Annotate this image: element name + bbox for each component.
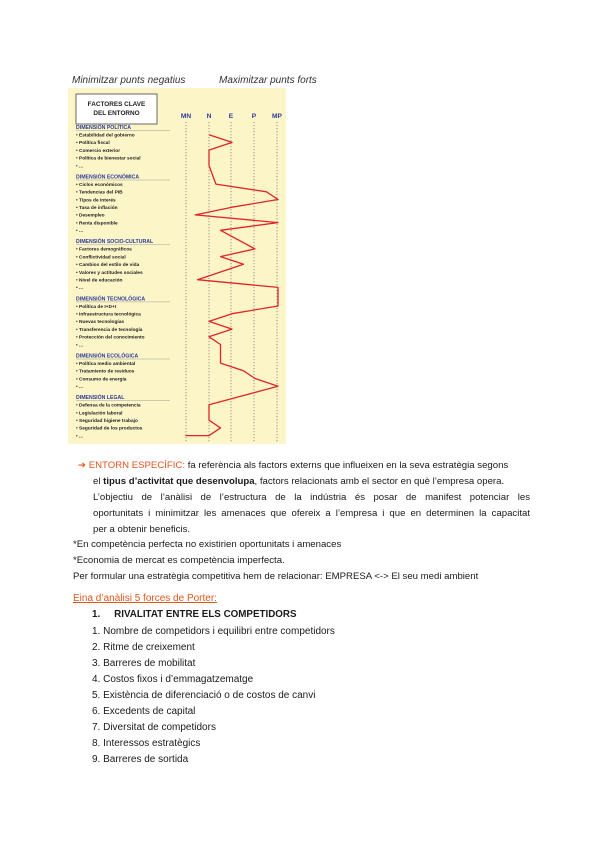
factor-item: • Estabilidad del gobierno xyxy=(76,133,135,139)
figure-title-line2: DEL ENTORNO xyxy=(93,110,140,117)
porter-heading xyxy=(92,607,297,623)
list-item: 5. Existència de diferenciació o de costos de canvi xyxy=(92,690,316,701)
factor-item: • Seguridad higiene trabajo xyxy=(76,419,138,424)
factor-item: • Política de I+D+I xyxy=(76,304,117,310)
entorn-line-2 xyxy=(93,474,530,490)
factor-item: • Cambios del estilo de vida xyxy=(76,263,140,269)
scale-label-mp: MP xyxy=(272,113,282,120)
factor-item: • Ciclos económicos xyxy=(76,182,123,188)
factor-item: • Tasa de inflación xyxy=(76,206,118,211)
factor-item: • ... xyxy=(76,229,84,235)
entorn-line-5: per a obtenir beneficis. xyxy=(93,524,191,535)
factor-item: • ... xyxy=(76,286,84,292)
list-item: 1. Nombre de competidors i equilibri entre competidors xyxy=(92,626,335,637)
factor-item: • Tipos de interés xyxy=(76,198,116,204)
figure-title-line1: FACTORES CLAVE xyxy=(87,101,146,108)
scale-label-p: P xyxy=(251,113,257,120)
scale-label-mn: MN xyxy=(180,113,192,120)
header-minimize: Minimitzar punts negatius xyxy=(72,75,186,86)
factor-item: • Infraestructura tecnológica xyxy=(76,312,141,318)
dimension-title: DIMENSIÓN TECNOLÓGICA xyxy=(76,296,146,303)
factor-item: • ... xyxy=(76,385,84,390)
factor-item: • Conflictividad social xyxy=(76,255,126,261)
porter-list xyxy=(92,624,335,768)
dimension-title: DIMENSIÓN LEGAL xyxy=(76,395,125,402)
factor-item: • Política medio ambiental xyxy=(76,361,136,367)
entorn-line-4: oportunitats i minimitzar les amenaces que ofereix a l’empresa i que en determinen la capacitat xyxy=(93,508,530,519)
note-market-economy: *Economia de mercat es competència imperfecta. xyxy=(73,555,285,566)
note-competitive-strategy: Per formular una estratègia competitiva hem de relacionar: EMPRESA <-> El seu medi ambient xyxy=(73,571,479,582)
list-item: 4. Costos fixos i d’emmagatzematge xyxy=(92,674,254,685)
factor-item: • Política fiscal xyxy=(76,141,110,147)
figure-title-box xyxy=(76,94,157,124)
factor-item: • Política de bienestar social xyxy=(76,156,141,162)
list-item: 6. Excedents de capital xyxy=(92,706,196,717)
porter-heading-number: 1. xyxy=(92,609,101,620)
porter-heading-text: RIVALITAT ENTRE ELS COMPETIDORS xyxy=(114,609,297,620)
list-item: 3. Barreres de mobilitat xyxy=(92,658,196,669)
list-item: 9. Barreres de sortida xyxy=(92,754,189,765)
note-perfect-competition: *En competència perfecta no existirien oportunitats i amenaces xyxy=(73,539,342,550)
factor-item: • Factores demográficos xyxy=(76,247,132,253)
entorn-line-1 xyxy=(78,458,530,474)
list-item: 8. Interessos estratègics xyxy=(92,738,201,749)
entorn-line1-text: fa referència als factors externs que influeixen en la seva estratègia segons xyxy=(185,460,509,471)
entorn-label: ENTORN ESPECÍFIC: xyxy=(88,460,186,471)
entorn-line2-pre: el xyxy=(93,476,104,487)
factor-item: • Seguridad de los productos xyxy=(76,426,143,432)
arrow-icon: ➔ xyxy=(78,460,87,471)
factor-item: • Transferencia de tecnología xyxy=(76,327,143,333)
factor-item: • Legislación laboral xyxy=(76,411,123,417)
factor-item: • Comercio exterior xyxy=(76,148,121,154)
profile-line xyxy=(186,135,278,436)
factor-item: • Tendencias del PIB xyxy=(76,190,123,196)
entorn-line2-post: , factors relacionats amb el sector en què l’empresa opera. xyxy=(254,476,505,487)
factor-item: • Protección del conocimiento xyxy=(76,335,145,341)
list-item: 7. Diversitat de competidors xyxy=(92,722,216,733)
factor-item: • Defensa de la competencia xyxy=(76,403,141,409)
entorn-line2-bold: tipus d’activitat que desenvolupa xyxy=(103,476,255,487)
factor-item: • Renta disponible xyxy=(76,221,118,227)
factor-item: • ... xyxy=(76,343,84,349)
factor-item: • ... xyxy=(76,434,84,440)
list-item: 2. Ritme de creixement xyxy=(92,642,195,653)
scale-label-n: N xyxy=(206,113,212,120)
entorn-line-3: L’objectiu de l’anàlisi de l’estructura de la indústria és posar de manifest potenciar les xyxy=(93,492,530,503)
factor-item: • Consumo de energía xyxy=(76,377,127,383)
factor-item: • Nuevas tecnologías xyxy=(76,320,125,326)
dimension-title: DIMENSIÓN ECONÓMICA xyxy=(76,174,140,181)
factor-item: • Desempleo xyxy=(76,213,105,219)
dimension-title: DIMENSIÓN SOCIO-CULTURAL xyxy=(76,239,154,246)
factor-item: • ... xyxy=(76,164,84,170)
scale-label-e: E xyxy=(228,113,234,120)
environment-profile-chart xyxy=(68,88,286,444)
factor-item: • Valores y actitudes sociales xyxy=(76,270,143,276)
porter-link[interactable]: Eina d’anàlisi 5 forces de Porter: xyxy=(73,593,217,604)
header-maximize: Maximitzar punts forts xyxy=(219,75,317,86)
environment-profile-figure xyxy=(68,88,286,444)
factor-item: • Nivel de educación xyxy=(76,278,123,284)
dimension-title: DIMENSIÓN POLÍTICA xyxy=(76,125,132,131)
factor-item: • Tratamiento de residuos xyxy=(76,369,135,375)
dimension-title: DIMENSIÓN ECOLÓGICA xyxy=(76,353,139,360)
